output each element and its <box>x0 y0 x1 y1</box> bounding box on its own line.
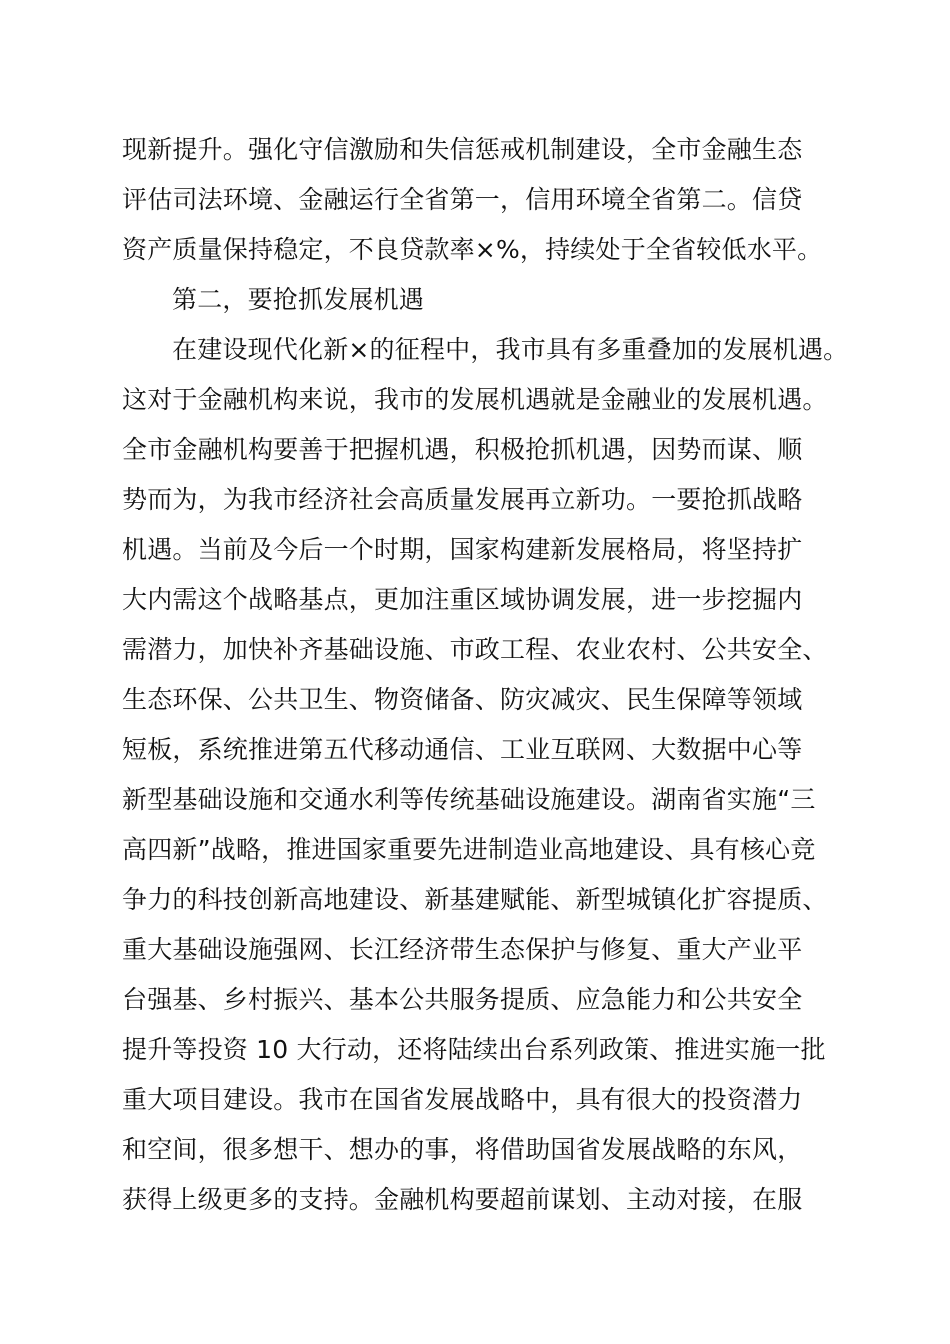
text-line: 资产质量保持稳定，不良贷款率×%，持续处于全省较低水平。 <box>122 235 823 264</box>
text-line: 提升等投资 10 大行动，还将陆续出台系列政策、推进实施一批 <box>122 1035 826 1064</box>
text-line: 争力的科技创新高地建设、新基建赋能、新型城镇化扩容提质、 <box>122 885 828 914</box>
text-line: 这对于金融机构来说，我市的发展机遇就是金融业的发展机遇。 <box>122 385 828 414</box>
text-line: 重大基础设施强网、长江经济带生态保护与修复、重大产业平 <box>122 935 803 964</box>
text-line: 高四新”战略，推进国家重要先进制造业高地建设、具有核心竞 <box>122 835 816 864</box>
text-line: 全市金融机构要善于把握机遇，积极抢抓机遇，因势而谋、顺 <box>122 435 803 464</box>
text-line: 需潜力，加快补齐基础设施、市政工程、农业农村、公共安全、 <box>122 635 828 664</box>
text-line: 评估司法环境、金融运行全省第一，信用环境全省第二。信贷 <box>122 185 803 214</box>
text-line: 重大项目建设。我市在国省发展战略中，具有很大的投资潜力 <box>122 1085 803 1114</box>
text-line: 新型基础设施和交通水利等传统基础设施建设。湖南省实施“三 <box>122 785 816 814</box>
text-line: 机遇。当前及今后一个时期，国家构建新发展格局，将坚持扩 <box>122 535 803 564</box>
text-line: 大内需这个战略基点，更加注重区域协调发展，进一步挖掘内 <box>122 585 803 614</box>
text-line: 现新提升。强化守信激励和失信惩戒机制建设，全市金融生态 <box>122 135 803 164</box>
text-line: 势而为，为我市经济社会高质量发展再立新功。一要抢抓战略 <box>122 485 803 514</box>
text-line: 和空间，很多想干、想办的事，将借助国省发展战略的东风， <box>122 1135 803 1164</box>
text-line: 获得上级更多的支持。金融机构要超前谋划、主动对接，在服 <box>122 1185 803 1214</box>
text-line: 短板，系统推进第五代移动通信、工业互联网、大数据中心等 <box>122 735 803 764</box>
text-line: 生态环保、公共卫生、物资储备、防灾减灾、民生保障等领域 <box>122 685 803 714</box>
section-heading: 第二，要抢抓发展机遇 <box>172 285 425 314</box>
paragraph-first-line: 在建设现代化新×的征程中，我市具有多重叠加的发展机遇。 <box>172 335 849 364</box>
text-line: 台强基、乡村振兴、基本公共服务提质、应急能力和公共安全 <box>122 985 803 1014</box>
